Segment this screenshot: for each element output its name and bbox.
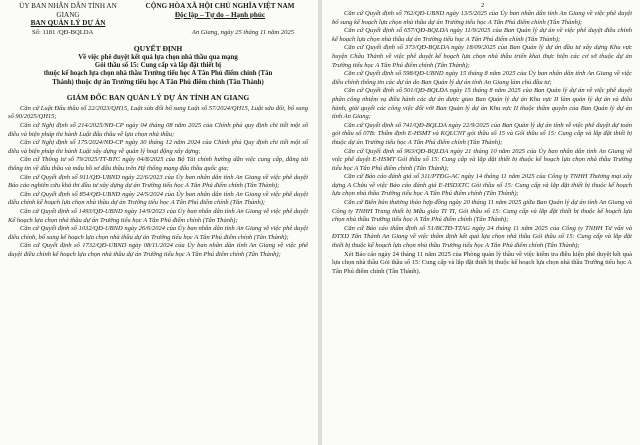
document-meta <box>8 29 308 37</box>
legal-basis-paragraph: Căn cứ Quyết định số 657/QĐ-BQLDA ngày 11/9/2025 của Ban Quản lý dự án về việc phê duyệt điều chỉnh kế hoạch lựa chọn nhà thầu dự án Trường tiểu học A Tân Phú điểm chính (Tân Thành); <box>332 27 632 43</box>
legal-basis-paragraph: Căn cứ Quyết định số 762/QĐ-UBND ngày 13/5/2025 của Ủy ban nhân dân tỉnh An Giang về việc phê duyệt bổ sung kế hoạch lựa chọn nhà thầu dự án Trường tiểu học A Tân Phú điểm chính (Tân Thành); <box>332 10 632 26</box>
title-line-4: Thành) thuộc dự án Trường tiểu học A Tân Phú điểm chính (Tân Thành) <box>52 78 264 86</box>
title-line-3: thuộc kế hoạch lựa chọn nhà thầu Trường tiểu học A Tân Phú điểm chính (Tân <box>43 70 273 78</box>
legal-basis-paragraph: Căn cứ Quyết định số 854/QĐ-UBND ngày 24/5/2024 của Ủy ban nhân dân tỉnh An Giang về việc phê duyệt điều chỉnh kế hoạch lựa chọn nhà thầu dự án Trường tiểu học A Tân Phú điểm chính (Tân Thành); <box>8 190 308 207</box>
legal-basis-paragraph: Căn cứ Báo cáo đánh giá số 311/PTĐG-AC ngày 14 tháng 11 năm 2025 của Công ty TNHH Thương mại xây dựng A Châu về việc Báo cáo đánh giá E-HSDXTC Gói thầu số 15: Cung cấp và lắp đặt thiết bị thuộc kế hoạch lựa chọn nhà thầu Trường tiểu học A Tân Phú điểm chính (Tân Thành); <box>332 173 632 198</box>
consideration-paragraph: Xét Báo cáo ngày 24 tháng 11 năm 2025 của Phòng quản lý thầu về việc kiểm tra điều kiện phê duyệt kết quả lựa chọn nhà thầu Gói thầu số 15: Cung cấp và lắp đặt thiết bị thuộc kế hoạch lựa chọn nhà thầu Trường tiểu học A Tân Phú điểm chính (Tân Thành). <box>332 250 632 275</box>
document-header <box>8 2 308 28</box>
title-line-2: Gói thầu số 15: Cung cấp và lắp đặt thiết bị <box>94 62 222 70</box>
place-date: An Giang, ngày 25 tháng 11 năm 2025 <box>191 28 294 36</box>
legal-basis-paragraph: Căn cứ Thông tư số 79/2025/TT-BTC ngày 04/8/2025 của Bộ Tài chính hướng dẫn việc cung cấp, đăng tải thông tin về đấu thầu và mẫu hồ sơ đấu thầu trên Hệ thống mạng đấu thầu quốc gia; <box>8 156 308 172</box>
title-line-1: Về việc phê duyệt kết quả lựa chọn nhà thầu qua mạng <box>78 53 238 61</box>
legal-basis-paragraph: Căn cứ Nghị định số 175/2024/NĐ-CP ngày 30 tháng 12 năm 2024 của Chính phủ Quy định chi tiết một số điều và biện pháp thi hành Luật xây dựng về quản lý hoạt động xây dựng; <box>8 139 308 155</box>
legal-basis-paragraph: Căn cứ Quyết định số 741/QĐ-BQLDA ngày 22/9/2025 của Ban Quản lý dự án tỉnh về việc phê duyệt dự toán gói thầu số 07B: Thẩm định E-HSMT và KQLCNT gói thầu số 15 và Gói thầu số 15: Cung cấp và lắp đặt thiết bị thuộc dự án Trường tiểu học A Tân Phú điểm chính (Tân Thành); <box>332 121 632 146</box>
issuing-authority: GIÁM ĐỐC BAN QUẢN LÝ DỰ ÁN TỈNH AN GIANG <box>66 92 250 102</box>
document-number: Số: 1181 /QĐ-BQLDA <box>32 28 94 36</box>
legal-basis-paragraph: Căn cứ Nghị định số 214/2025/NĐ-CP ngày 04 tháng 08 năm 2025 của Chính phủ quy định chi tiết một số điều và biện pháp thi hành Luật đấu thầu về lựa chọn nhà thầu; <box>8 121 308 138</box>
legal-basis-paragraph: Căn cứ Báo cáo thẩm định số 51/BCTĐ-TTAG ngày 24 tháng 11 năm 2025 của Công ty TNHH Tư vấn và ĐTXD Tân Thành An Giang về việc thẩm định kết quả lựa chọn nhà thầu Gói thầu số 15: Cung cấp và lắp đặt thiết bị thuộc kế hoạch lựa chọn nhà thầu Trường tiểu học A Tân Phú điểm chính (Tân Thành); <box>332 224 632 250</box>
legal-basis-paragraph: Căn cứ Luật Đấu thầu số 22/2023/QH15, Luật sửa đổi bổ sung Luật số 57/2024/QH15, Luật sửa đổi, bổ sung số 90/2025/QH15; <box>8 104 308 121</box>
page-number: 2 <box>481 2 485 9</box>
document-title: QUYẾT ĐỊNH <box>133 44 183 54</box>
national-motto: Độc lập – Tự do – Hạnh phúc <box>174 10 266 19</box>
legal-basis-paragraph: Căn cứ Quyết định số 1493/QĐ-UBND ngày 14/9/2023 của Ủy ban nhân dân tỉnh An Giang về việc phê duyệt Kế hoạch lựa chọn nhà thầu dự án Trường tiểu học A Tân Phú điểm chính (Tân Thành); <box>8 207 308 224</box>
legal-basis-paragraph: Căn cứ Quyết định số 598/QĐ-UBND ngày 15 tháng 8 năm 2025 của Ủy ban nhân dân tỉnh An Giang về việc điều chỉnh thông tin các dự án do Ban Quản lý dự án tỉnh An Giang làm chủ đầu tư; <box>332 70 632 86</box>
legal-basis-paragraph: Căn cứ Quyết định số 1032/QĐ-UBND ngày 26/6/2024 của Ủy ban nhân dân tỉnh An Giang về việc phê duyệt điều chỉnh, bổ sung kế hoạch lựa chọn nhà thầu dự án Trường tiểu học A Tân Phú điểm chính (Tân Thành); <box>8 225 308 241</box>
legal-basis-paragraph: Căn cứ Biên bản thương thảo hợp đồng ngày 20 tháng 11 năm 2025 giữa Ban Quản lý dự án tỉnh An Giang và Công ty TNHH Trang thiết bị Mẫu giáo TI TI, Gói thầu số 15: Cung cấp và lắp đặt thiết bị thuộc kế hoạch lựa chọn nhà thầu Trường tiểu học A Tân Phú điểm chính (Tân Thành); <box>332 199 632 224</box>
legal-basis-paragraph: Căn cứ Quyết định số 501/QĐ-BQLDA ngày 15 tháng 8 năm 2025 của Ban Quản lý dự án về việc phê duyệt phân công nhiệm vụ điều hành các dự án được giao Ban Quản lý dự án Khu vực II làm quản lý dự án và điều hành, giải quyết các công việc đối với Ban Quản lý dự án Khu vực II thuộc thẩm quyền của Ban Quản lý dự án tỉnh An Giang; <box>332 87 632 121</box>
national-title-block <box>132 2 308 28</box>
legal-basis-paragraph: Căn cứ Quyết định số 963/QĐ-BQLDA ngày 21 tháng 10 năm 2025 của Ủy ban nhân dân tỉnh An Giang về việc phê duyệt E-HSMT Gói thầu số 15: Cung cấp và lắp đặt thiết bị thuộc kế hoạch lựa chọn nhà thầu Trường tiểu học A Tân Phú điểm chính (Tân Thành); <box>332 147 632 172</box>
agency-name: BAN QUẢN LÝ DỰ ÁN <box>30 19 106 28</box>
page-2-body <box>332 10 632 276</box>
legal-basis-paragraph: Căn cứ Quyết định số 373/QĐ-BQLDA ngày 18/09/2025 của Ban Quản lý dự án đầu tư xây dựng Khu vực huyện Châu Thành về việc phê duyệt kế hoạch lựa chọn nhà thầu triển khai thực hiện các cơ sở thuộc dự án Trường tiểu học A Tân Phú điểm chính (Tân Thành); <box>332 44 632 69</box>
document-page-2 <box>322 0 640 445</box>
country-name: CỘNG HÒA XÃ HỘI CHỦ NGHĨA VIỆT NAM <box>145 2 295 10</box>
issuing-agency-block <box>8 2 128 28</box>
legal-basis-paragraph: Căn cứ Quyết định số 911/QĐ-UBND ngày 22/6/2023 của Ủy ban nhân dân tỉnh An Giang về việc phê duyệt Báo cáo nghiên cứu khả thi đầu tư xây dựng dự án Trường tiểu học A Tân Phú điểm chính (Tân Thành); <box>8 173 308 190</box>
legal-basis-paragraph: Căn cứ Quyết định số 1732/QĐ-UBND ngày 08/11/2024 của Ủy ban nhân dân tỉnh An Giang về việc phê duyệt điều chỉnh kế hoạch lựa chọn nhà thầu dự án Trường tiểu học A Tân Phú điểm chính (Tân Thành); <box>8 242 308 258</box>
province-org: ỦY BAN NHÂN DÂN TỈNH AN GIANG <box>19 2 117 19</box>
document-page-1 <box>0 0 318 445</box>
